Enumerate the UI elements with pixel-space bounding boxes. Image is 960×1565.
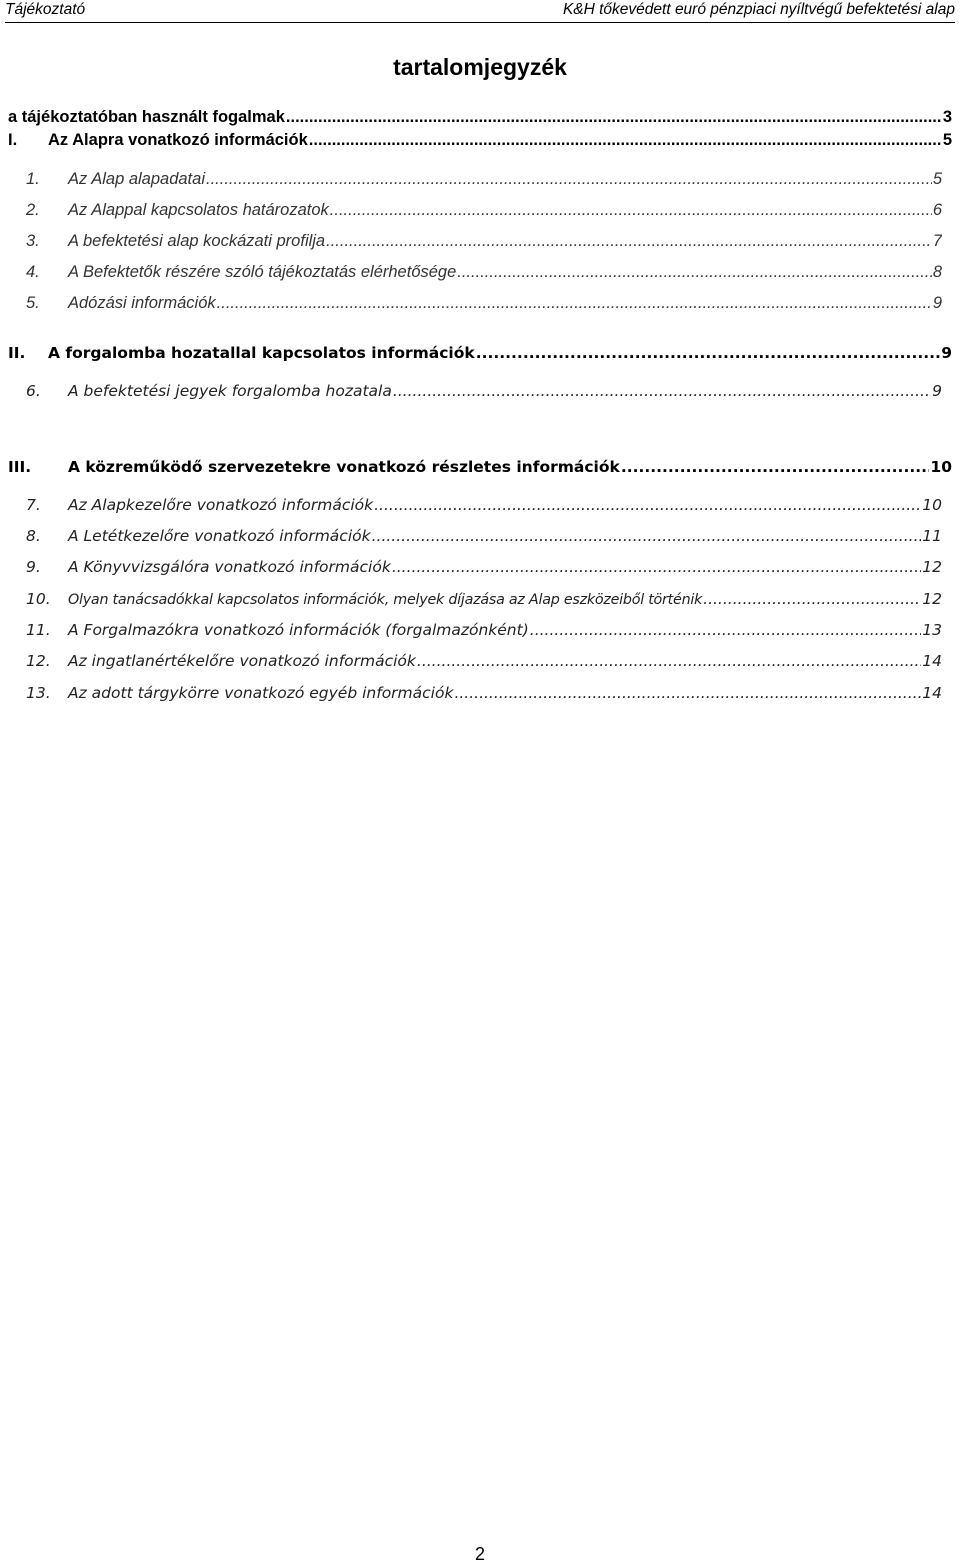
toc-entry-number: 2. <box>26 201 40 219</box>
toc-entry[interactable] <box>8 458 952 482</box>
toc-leader-dots <box>372 527 922 545</box>
toc-entry-text: a tájékoztatóban használt fogalmak <box>8 108 285 126</box>
toc-entry-text: A közreműködő szervezetekre vonatkozó részletes információk <box>68 458 620 476</box>
toc-leader-dots <box>457 263 932 282</box>
toc-entry-page: 12 <box>922 590 942 608</box>
toc-entry-page: 14 <box>922 652 942 670</box>
toc-entry-page: 9 <box>941 344 952 362</box>
toc-entry-page: 14 <box>922 684 942 702</box>
toc-entry-number: 12. <box>26 652 51 670</box>
toc-entry[interactable] <box>26 382 942 406</box>
toc-entry-number: I. <box>8 131 18 149</box>
toc-entry-page: 11 <box>922 527 942 545</box>
toc-entry-text: Az Alappal kapcsolatos határozatok <box>68 201 329 219</box>
toc-leader-dots <box>393 382 931 400</box>
toc-entry-text: Az adott tárgykörre vonatkozó egyéb információk <box>68 684 454 702</box>
toc-entry[interactable] <box>26 263 942 287</box>
toc-entry-number: 13. <box>26 684 51 702</box>
toc-leader-dots <box>217 294 932 313</box>
toc-entry[interactable] <box>26 294 942 318</box>
toc-entry-number: 6. <box>26 382 41 400</box>
toc-leader-dots <box>330 201 932 220</box>
toc-leader-dots <box>417 652 921 670</box>
toc-entry-number: 8. <box>26 527 41 545</box>
toc-entry-page: 9 <box>932 294 942 312</box>
toc-entry-text: Olyan tanácsadókkal kapcsolatos információk, melyek díjazása az Alap eszközeiből történik <box>68 592 703 608</box>
toc-entry-number: III. <box>8 458 32 476</box>
toc-leader-dots <box>454 684 921 702</box>
toc-entry-number: 5. <box>26 294 40 312</box>
toc-entry[interactable] <box>26 232 942 256</box>
toc-entry-page: 5 <box>932 170 942 188</box>
toc-entry-number: 11. <box>26 621 51 639</box>
toc-entry-text: A Letétkezelőre vonatkozó információk <box>68 527 371 545</box>
toc-entry-text: A Könyvvizsgálóra vonatkozó információk <box>68 558 391 576</box>
toc-leader-dots <box>374 496 921 514</box>
toc-entry-number: 10. <box>26 590 51 608</box>
toc-entry[interactable] <box>26 590 942 614</box>
toc-entry[interactable] <box>8 108 952 132</box>
toc-leader-dots <box>326 232 932 251</box>
toc-entry-text: A befektetési jegyek forgalomba hozatala <box>68 382 392 400</box>
toc-entry-number: 9. <box>26 558 41 576</box>
toc-entry-text: Az Alap alapadatai <box>68 170 205 188</box>
toc-entry-page: 6 <box>932 201 942 219</box>
toc-entry[interactable] <box>26 201 942 225</box>
toc-entry-page: 10 <box>930 458 952 476</box>
header-right-title: K&H tőkevédett euró pénzpiaci nyíltvégű befektetési alap <box>562 1 955 18</box>
toc-entry-page: 10 <box>922 496 942 514</box>
toc-entry[interactable] <box>8 131 952 155</box>
toc-entry[interactable] <box>26 527 942 551</box>
toc-entry-page: 7 <box>932 232 942 250</box>
toc-title: tartalomjegyzék <box>393 54 567 80</box>
toc-entry-page: 13 <box>922 621 942 639</box>
toc-leader-dots <box>621 458 930 476</box>
toc-entry-text: Az Alapra vonatkozó információk <box>48 131 308 149</box>
toc-entry-number: 4. <box>26 263 40 281</box>
toc-leader-dots <box>703 590 921 608</box>
toc-entry[interactable] <box>26 652 942 676</box>
toc-entry-text: Az ingatlanértékelőre vonatkozó információk <box>68 652 416 670</box>
toc-entry-number: 3. <box>26 232 40 250</box>
toc-entry-number: 1. <box>26 170 40 188</box>
toc-entry[interactable] <box>26 558 942 582</box>
toc-entry-page: 9 <box>932 382 942 400</box>
toc-entry[interactable] <box>26 170 942 194</box>
header-left-title: Tájékoztató <box>5 1 86 18</box>
toc-entry-page: 8 <box>932 263 942 281</box>
page-number: 2 <box>474 1544 485 1564</box>
toc-entry-text: Az Alapkezelőre vonatkozó információk <box>68 496 374 514</box>
toc-leader-dots <box>392 558 921 576</box>
toc-leader-dots <box>530 621 922 639</box>
toc-entry-number: 7. <box>26 496 41 514</box>
toc-leader-dots <box>476 344 940 362</box>
toc-leader-dots <box>206 170 932 189</box>
toc-entry[interactable] <box>8 344 952 368</box>
toc-entry-page: 12 <box>922 558 942 576</box>
toc-entry-page: 5 <box>942 131 952 149</box>
toc-entry-text: A forgalomba hozatallal kapcsolatos információk <box>48 344 475 362</box>
toc-entry[interactable] <box>26 496 942 520</box>
toc-entry-page: 3 <box>942 108 952 126</box>
toc-entry-text: A befektetési alap kockázati profilja <box>68 232 326 250</box>
toc-entry-number: II. <box>8 344 26 362</box>
toc-entry[interactable] <box>26 621 942 645</box>
toc-entry-text: A Befektetők részére szóló tájékoztatás elérhetősége <box>68 263 457 281</box>
toc-leader-dots <box>286 108 942 127</box>
toc-entry-text: A Forgalmazókra vonatkozó információk (forgalmazónként) <box>68 621 529 639</box>
toc-entry-text: Adózási információk <box>68 294 216 312</box>
page-header <box>5 0 955 23</box>
toc-entry[interactable] <box>26 684 942 708</box>
toc-leader-dots <box>309 131 942 150</box>
